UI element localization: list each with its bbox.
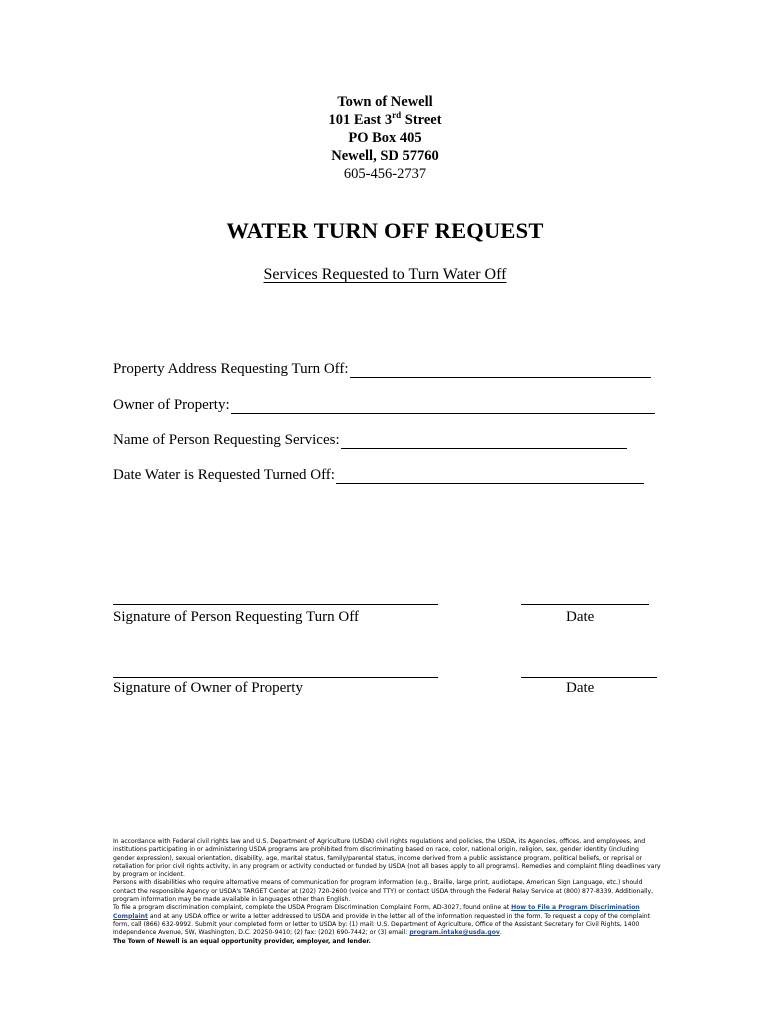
turn-off-date-field [113, 464, 644, 484]
owner-date-line[interactable] [521, 677, 657, 678]
property-address-field [113, 358, 651, 378]
owner-field [113, 394, 655, 414]
complaint-link[interactable]: How to File a Program Discrimination Complaint [113, 904, 640, 920]
equal-opportunity-statement: The Town of Newell is an equal opportunity provider, employer, and lender. [113, 937, 371, 945]
city-state-zip: Newell, SD 57760 [331, 148, 439, 164]
po-box: PO Box 405 [348, 130, 422, 146]
turn-off-date-label: Date Water is Requested Turned Off: [113, 467, 335, 483]
property-address-label: Property Address Requesting Turn Off: [113, 361, 349, 377]
turn-off-date-blank[interactable] [336, 468, 644, 484]
requester-signature-label: Signature of Person Requesting Turn Off [113, 609, 359, 625]
notice-paragraph: To file a program discrimination complaint, complete the USDA Program Discrimination Complaint Form, AD-3027, found online at How to File a Program Discrimination Complaint and at any USDA office or write a letter addressed to USDA and provide in the letter all of the information requested in the form. To request a copy of the complaint form, call (866) 632-9992. Submit your completed form or letter to USDA by: (1) mail: U.S. Department of Agriculture, Office of the Assistant Secretary for Civil Rights, 1400 Independence Avenue, SW, Washington, D.C. 20250-9410; (2) fax: (202) 690-7442; or (3) email: program.intake@usda.gov. [113, 904, 651, 937]
letterhead [0, 93, 770, 183]
subtitle-text: Services Requested to Turn Water Off [263, 266, 507, 283]
town-name: Town of Newell [337, 94, 433, 110]
ordinal-suffix: rd [392, 110, 402, 121]
requester-label: Name of Person Requesting Services: [113, 432, 340, 448]
owner-signature-label: Signature of Owner of Property [113, 680, 303, 696]
owner-blank[interactable] [231, 398, 655, 414]
street-address [0, 111, 770, 129]
phone-number: 605-456-2737 [343, 166, 427, 182]
usda-nondiscrimination-notice [113, 838, 661, 946]
form-subtitle [0, 266, 770, 284]
requester-blank[interactable] [341, 433, 627, 449]
requester-field [113, 429, 627, 449]
form-title: WATER TURN OFF REQUEST [226, 218, 544, 243]
owner-date-label: Date [566, 680, 595, 696]
property-address-blank[interactable] [350, 362, 651, 378]
owner-label: Owner of Property: [113, 397, 230, 413]
notice-paragraph: Persons with disabilities who require alternative means of communication for program information (e.g., Braille, large print, audiotape, American Sign Language, etc.) should contact the responsible Agency or USDA's TARGET Center at (202) 720-2600 (voice and TTY) or contact USDA through the Federal Relay Service at (800) 877-8339. Additionally, program information may be made available in languages other than English. [113, 879, 654, 904]
street-name: Street [401, 112, 442, 128]
notice-paragraph: In accordance with Federal civil rights law and U.S. Department of Agriculture (USDA) civil rights regulations and policies, the USDA, its Agencies, offices, and employees, and institutions participating in or administering USDA programs are prohibited from discriminating based on race, color, national origin, religion, sex, gender identity (including gender expression), sexual orientation, disability, age, marital status, family/parental status, income derived from a public assistance program, political beliefs, or reprisal or retaliation for prior civil rights activity, in any program or activity conducted or funded by USDA (not all bases apply to all programs). Remedies and complaint filing deadlines vary by program or incident. [113, 838, 661, 879]
owner-signature-line[interactable] [113, 677, 438, 678]
street-number: 101 East 3 [328, 112, 393, 128]
requester-date-label: Date [566, 609, 595, 625]
email-link[interactable]: program.intake@usda.gov [409, 929, 500, 937]
requester-date-line[interactable] [521, 604, 649, 605]
requester-signature-line[interactable] [113, 604, 438, 605]
